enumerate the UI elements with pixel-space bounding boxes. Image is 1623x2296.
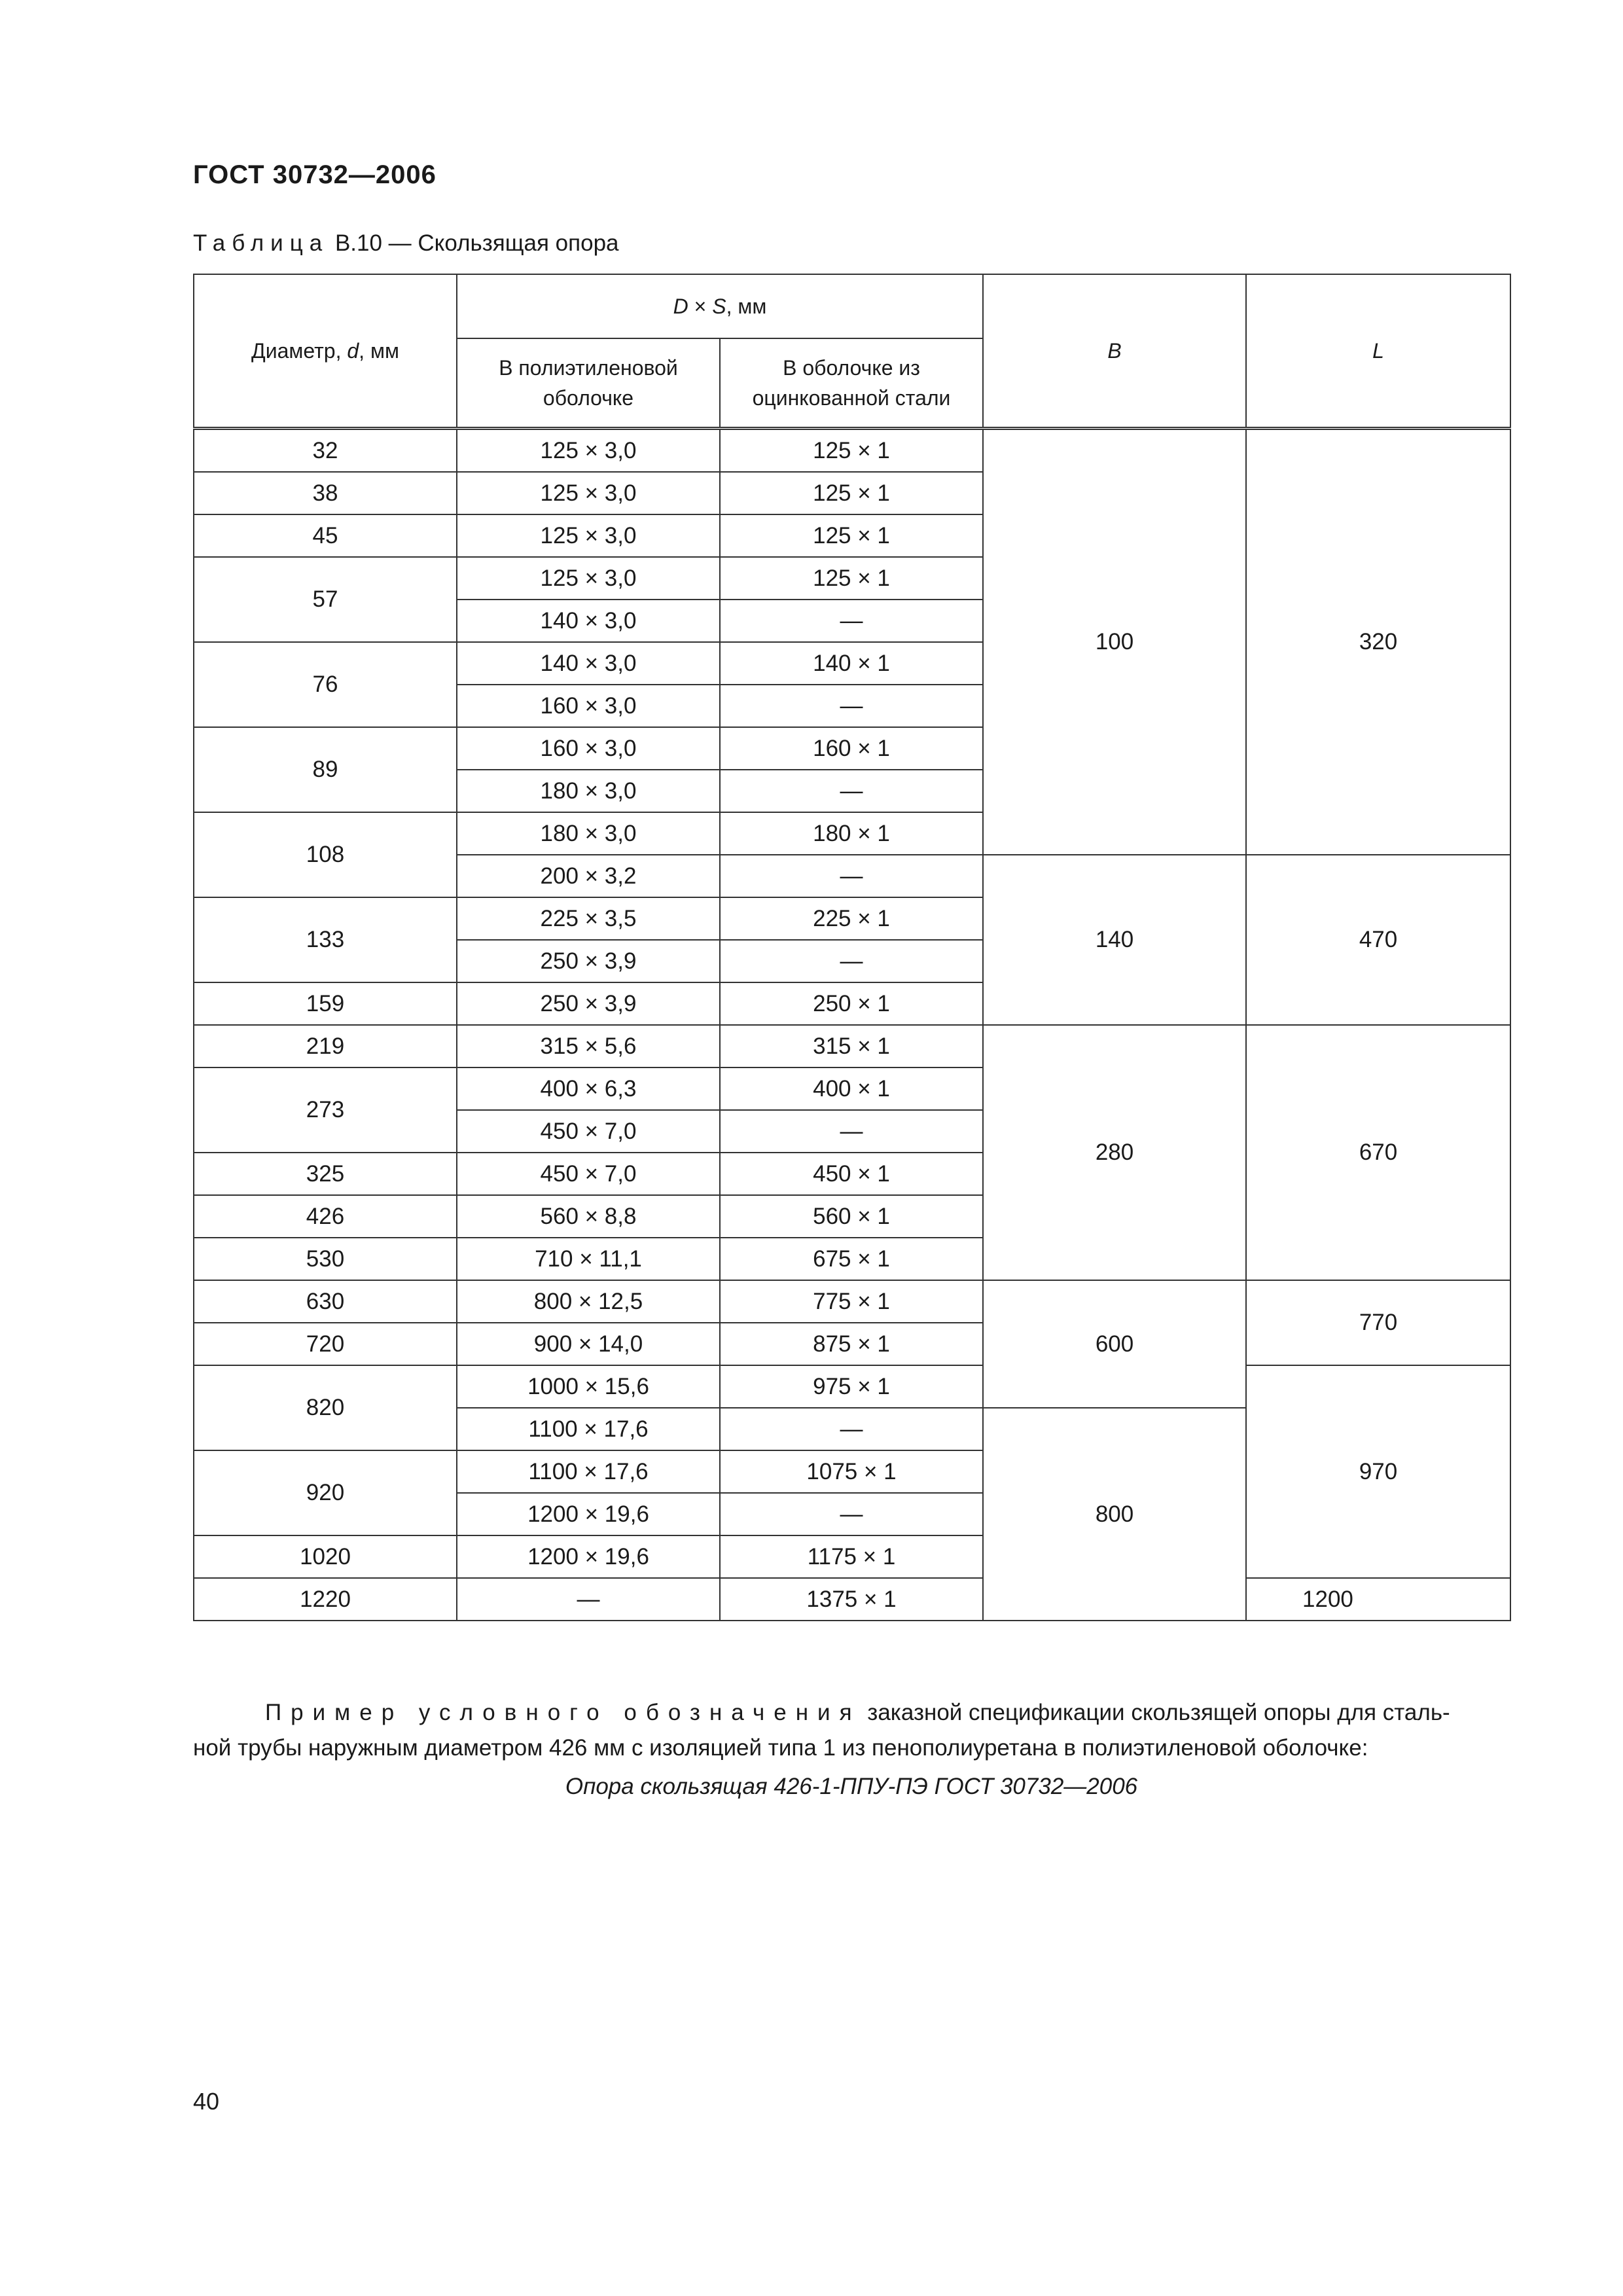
cell-poly: 1000 × 15,6	[457, 1365, 720, 1408]
cell-l: 970	[1246, 1365, 1510, 1578]
cell-poly: 400 × 6,3	[457, 1067, 720, 1110]
cell-steel: 675 × 1	[720, 1238, 983, 1280]
cell-poly: —	[457, 1578, 720, 1621]
cell-steel: —	[720, 770, 983, 812]
cell-steel: 125 × 1	[720, 472, 983, 514]
example-lead: Пример условного обозначения	[265, 1700, 861, 1725]
example-designation: Опора скользящая 426-1-ППУ-ПЭ ГОСТ 30732—2006	[565, 1774, 1138, 1799]
cell-steel: 775 × 1	[720, 1280, 983, 1323]
cell-diameter: 38	[194, 472, 457, 514]
document-header: ГОСТ 30732—2006	[193, 160, 437, 189]
example-paragraph	[193, 1695, 1510, 1766]
cell-steel: 140 × 1	[720, 642, 983, 685]
cell-steel: —	[720, 855, 983, 897]
cell-poly: 125 × 3,0	[457, 429, 720, 473]
cell-steel: 1375 × 1	[720, 1578, 983, 1621]
cell-steel: 450 × 1	[720, 1153, 983, 1195]
cell-poly: 450 × 7,0	[457, 1153, 720, 1195]
cell-diameter: 273	[194, 1067, 457, 1153]
header-dxs: D × S, мм	[457, 274, 983, 338]
cell-poly: 560 × 8,8	[457, 1195, 720, 1238]
header-b: B	[983, 274, 1246, 429]
cell-diameter: 1220	[194, 1578, 457, 1621]
cell-diameter: 920	[194, 1450, 457, 1535]
table-caption-prefix: Таблица	[193, 230, 329, 256]
cell-steel: 225 × 1	[720, 897, 983, 940]
cell-b: 280	[983, 1025, 1246, 1280]
cell-poly: 200 × 3,2	[457, 855, 720, 897]
cell-steel: 250 × 1	[720, 982, 983, 1025]
cell-diameter: 108	[194, 812, 457, 897]
table-row	[194, 1025, 1510, 1067]
cell-l: 470	[1246, 855, 1510, 1025]
cell-steel: 1075 × 1	[720, 1450, 983, 1493]
cell-poly: 125 × 3,0	[457, 557, 720, 600]
cell-poly: 160 × 3,0	[457, 685, 720, 727]
cell-diameter: 219	[194, 1025, 457, 1067]
cell-steel: 975 × 1	[720, 1365, 983, 1408]
cell-steel: 125 × 1	[720, 557, 983, 600]
page-number: 40	[193, 2088, 220, 2115]
cell-b: 100	[983, 429, 1246, 855]
cell-diameter: 45	[194, 514, 457, 557]
cell-steel: 125 × 1	[720, 514, 983, 557]
cell-steel: 400 × 1	[720, 1067, 983, 1110]
cell-steel: —	[720, 600, 983, 642]
cell-poly: 1100 × 17,6	[457, 1408, 720, 1450]
cell-steel: 1175 × 1	[720, 1535, 983, 1578]
cell-steel: —	[720, 685, 983, 727]
cell-poly: 225 × 3,5	[457, 897, 720, 940]
cell-diameter: 133	[194, 897, 457, 982]
cell-diameter: 426	[194, 1195, 457, 1238]
cell-steel: 560 × 1	[720, 1195, 983, 1238]
example-line-1	[193, 1695, 1510, 1731]
cell-diameter: 57	[194, 557, 457, 642]
cell-steel: —	[720, 1110, 983, 1153]
cell-poly: 250 × 3,9	[457, 982, 720, 1025]
cell-diameter: 325	[194, 1153, 457, 1195]
table-caption-title: В.10 — Скользящая опора	[329, 230, 619, 256]
cell-poly: 125 × 3,0	[457, 472, 720, 514]
cell-poly: 315 × 5,6	[457, 1025, 720, 1067]
cell-diameter: 820	[194, 1365, 457, 1450]
cell-poly: 1200 × 19,6	[457, 1535, 720, 1578]
cell-poly: 180 × 3,0	[457, 770, 720, 812]
table-caption	[193, 230, 619, 257]
cell-poly: 140 × 3,0	[457, 642, 720, 685]
cell-steel: 875 × 1	[720, 1323, 983, 1365]
cell-steel: —	[720, 940, 983, 982]
cell-poly: 1200 × 19,6	[457, 1493, 720, 1535]
cell-diameter: 530	[194, 1238, 457, 1280]
cell-l: 1200	[1246, 1578, 1510, 1621]
table-row	[194, 1365, 1510, 1408]
cell-diameter: 76	[194, 642, 457, 727]
cell-diameter: 89	[194, 727, 457, 812]
cell-poly: 160 × 3,0	[457, 727, 720, 770]
cell-poly: 125 × 3,0	[457, 514, 720, 557]
cell-diameter: 1020	[194, 1535, 457, 1578]
cell-l: 770	[1246, 1280, 1510, 1365]
cell-diameter: 720	[194, 1323, 457, 1365]
example-text-1: заказной спецификации скользящей опоры для сталь-	[861, 1700, 1450, 1725]
cell-steel: —	[720, 1408, 983, 1450]
table-row	[194, 1578, 1510, 1621]
cell-diameter: 630	[194, 1280, 457, 1323]
cell-steel: 160 × 1	[720, 727, 983, 770]
cell-steel: 315 × 1	[720, 1025, 983, 1067]
cell-b: 140	[983, 855, 1246, 1025]
cell-steel: 180 × 1	[720, 812, 983, 855]
sliding-support-table	[193, 274, 1511, 1621]
cell-poly: 1100 × 17,6	[457, 1450, 720, 1493]
cell-l: 320	[1246, 429, 1510, 855]
cell-b: 800	[983, 1408, 1246, 1621]
table-row	[194, 1280, 1510, 1323]
cell-poly: 900 × 14,0	[457, 1323, 720, 1365]
cell-l: 670	[1246, 1025, 1510, 1280]
cell-poly: 710 × 11,1	[457, 1238, 720, 1280]
cell-poly: 180 × 3,0	[457, 812, 720, 855]
header-steel: В оболочке из оцинкованной стали	[720, 338, 983, 429]
cell-poly: 140 × 3,0	[457, 600, 720, 642]
cell-diameter: 159	[194, 982, 457, 1025]
cell-diameter: 32	[194, 429, 457, 473]
header-diameter: Диаметр, d, мм	[194, 274, 457, 429]
header-l: L	[1246, 274, 1510, 429]
cell-b: 600	[983, 1280, 1246, 1408]
cell-poly: 250 × 3,9	[457, 940, 720, 982]
cell-poly: 800 × 12,5	[457, 1280, 720, 1323]
example-line-2: ной трубы наружным диаметром 426 мм с изоляцией типа 1 из пенополиуретана в полиэтиленовой оболочке:	[193, 1735, 1368, 1761]
cell-poly: 450 × 7,0	[457, 1110, 720, 1153]
table-row	[194, 429, 1510, 473]
header-poly: В полиэтиленовой оболочке	[457, 338, 720, 429]
cell-steel: —	[720, 1493, 983, 1535]
cell-steel: 125 × 1	[720, 429, 983, 473]
